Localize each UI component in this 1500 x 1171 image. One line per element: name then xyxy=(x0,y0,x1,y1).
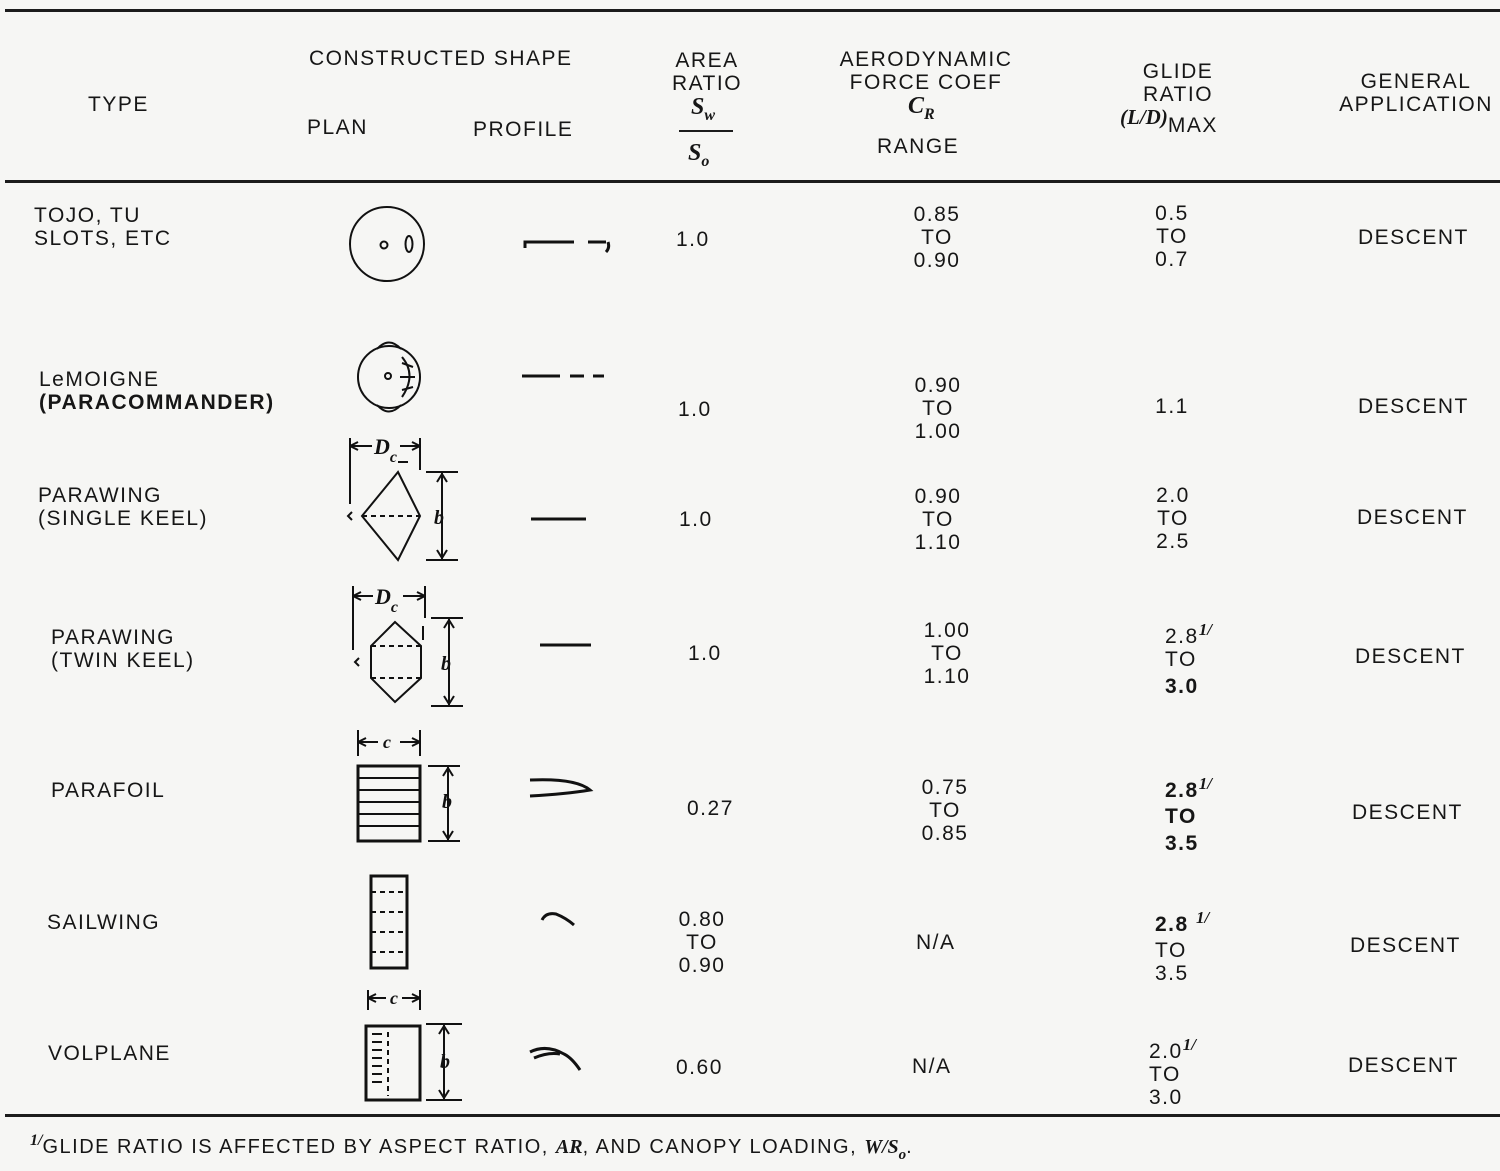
row-4-glide-footnote-mark: 1/ xyxy=(1198,620,1212,639)
row-7-c-label: c xyxy=(390,988,398,1008)
row-1-profile-icon xyxy=(520,232,615,256)
row-6-profile-icon xyxy=(538,908,578,928)
row-3-dc-label: $D_c$ xyxy=(374,434,397,466)
row-7-plan-icon xyxy=(360,984,470,1109)
row-1-glide-ratio: 0.5 TO 0.7 xyxy=(1155,202,1189,271)
row-7-type: VOLPLANE xyxy=(48,1042,171,1065)
header-aero-symbol: $C_R$ xyxy=(908,93,935,123)
row-4-b-label: b xyxy=(441,653,451,675)
header-profile: PROFILE xyxy=(473,118,574,141)
row-3-glide-ratio: 2.0 TO 2.5 xyxy=(1156,484,1190,553)
row-2-profile-icon xyxy=(520,368,610,384)
row-5-area-ratio: 0.27 xyxy=(687,797,734,820)
header-area-ratio-fraction-bar xyxy=(679,130,733,132)
row-3-b-label: b xyxy=(434,507,444,529)
row-4-force-coef: 1.00 TO 1.10 xyxy=(923,619,971,688)
row-4-profile-icon xyxy=(537,638,595,652)
row-4-area-ratio: 1.0 xyxy=(688,642,722,665)
row-6-plan-icon xyxy=(367,872,413,972)
row-4-dc-label: $D_c$ xyxy=(375,584,398,616)
header-area-ratio-numerator: $S_w$ xyxy=(691,94,716,124)
row-5-b-label: b xyxy=(442,791,452,813)
row-3-force-coef: 0.90 TO 1.10 xyxy=(914,485,962,554)
row-2-glide-ratio: 1.1 xyxy=(1155,395,1189,418)
header-area-ratio-denominator: $S_o$ xyxy=(688,140,710,170)
row-3-area-ratio: 1.0 xyxy=(679,508,713,531)
row-1-force-coef: 0.85 TO 0.90 xyxy=(913,203,961,272)
row-2-force-coef: 0.90 TO 1.00 xyxy=(914,374,962,443)
row-2-plan-icon xyxy=(355,335,430,420)
row-6-glide-ratio: 2.8 $^{1/}$ TO 3.5 xyxy=(1155,908,1210,985)
row-6-type: SAILWING xyxy=(47,911,161,934)
row-5-glide-ratio: $2.8^{1/}$ TO 3.5 xyxy=(1165,774,1212,855)
footnote: $^{1/}$GLIDE RATIO IS AFFECTED BY ASPECT RATIO, AR, AND CANOPY LOADING, $W/S_o$. xyxy=(30,1132,914,1163)
row-2-type: LeMOIGNE (PARACOMMANDER) xyxy=(39,368,275,414)
row-2-area-ratio: 1.0 xyxy=(678,398,712,421)
row-5-type: PARAFOIL xyxy=(51,779,166,802)
header-constructed-shape: CONSTRUCTED SHAPE xyxy=(309,47,573,70)
header-bottom-rule xyxy=(5,180,1500,183)
row-4-type: PARAWING (TWIN KEEL) xyxy=(51,626,195,672)
row-5-glide-footnote-mark: 1/ xyxy=(1198,774,1212,793)
row-6-force-coef: N/A xyxy=(916,931,956,954)
row-7-glide-ratio: $2.0^{1/}$ TO 3.0 xyxy=(1149,1035,1196,1109)
row-7-glide-footnote-mark: 1/ xyxy=(1182,1035,1196,1054)
row-3-application: DESCENT xyxy=(1357,506,1468,529)
row-7-area-ratio: 0.60 xyxy=(676,1056,723,1079)
row-5-profile-icon xyxy=(526,774,596,804)
row-7-application: DESCENT xyxy=(1348,1054,1459,1077)
row-7-b-label: b xyxy=(440,1051,450,1073)
row-5-force-coef: 0.75 TO 0.85 xyxy=(921,776,969,845)
header-aero-force-coef: AERODYNAMIC FORCE COEF xyxy=(839,48,1013,94)
row-1-area-ratio: 1.0 xyxy=(676,228,710,251)
header-type: TYPE xyxy=(88,93,149,116)
row-6-glide-footnote-mark: 1/ xyxy=(1196,908,1210,927)
header-glide-symbol: (L/D)MAX xyxy=(1120,105,1218,137)
header-aero-range: RANGE xyxy=(877,135,960,158)
row-4-application: DESCENT xyxy=(1355,645,1466,668)
header-general-application: GENERAL APPLICATION xyxy=(1339,70,1493,116)
row-5-plan-icon xyxy=(350,722,470,847)
row-1-type: TOJO, TU SLOTS, ETC xyxy=(34,204,172,250)
row-2-application: DESCENT xyxy=(1358,395,1469,418)
row-3-type: PARAWING (SINGLE KEEL) xyxy=(38,484,209,530)
row-7-force-coef: N/A xyxy=(912,1055,952,1078)
header-area-ratio: AREA RATIO xyxy=(671,49,743,95)
footnote-mark: 1/ xyxy=(30,1132,43,1149)
row-6-application: DESCENT xyxy=(1350,934,1461,957)
row-4-glide-ratio: $2.8^{1/}$ TO 3.0 xyxy=(1165,620,1212,698)
row-5-c-label: c xyxy=(383,732,391,752)
table-bottom-rule xyxy=(5,1114,1500,1117)
row-6-area-ratio: 0.80 TO 0.90 xyxy=(678,908,726,977)
row-1-application: DESCENT xyxy=(1358,226,1469,249)
row-3-plan-icon xyxy=(340,432,470,567)
row-3-profile-icon xyxy=(528,512,590,526)
row-7-profile-icon xyxy=(526,1042,586,1076)
row-4-plan-icon xyxy=(345,578,475,713)
table-top-rule xyxy=(5,9,1500,12)
header-plan: PLAN xyxy=(307,116,368,139)
row-5-application: DESCENT xyxy=(1352,801,1463,824)
row-1-plan-icon xyxy=(345,205,430,285)
header-glide-ratio: GLIDE RATIO xyxy=(1142,60,1214,106)
